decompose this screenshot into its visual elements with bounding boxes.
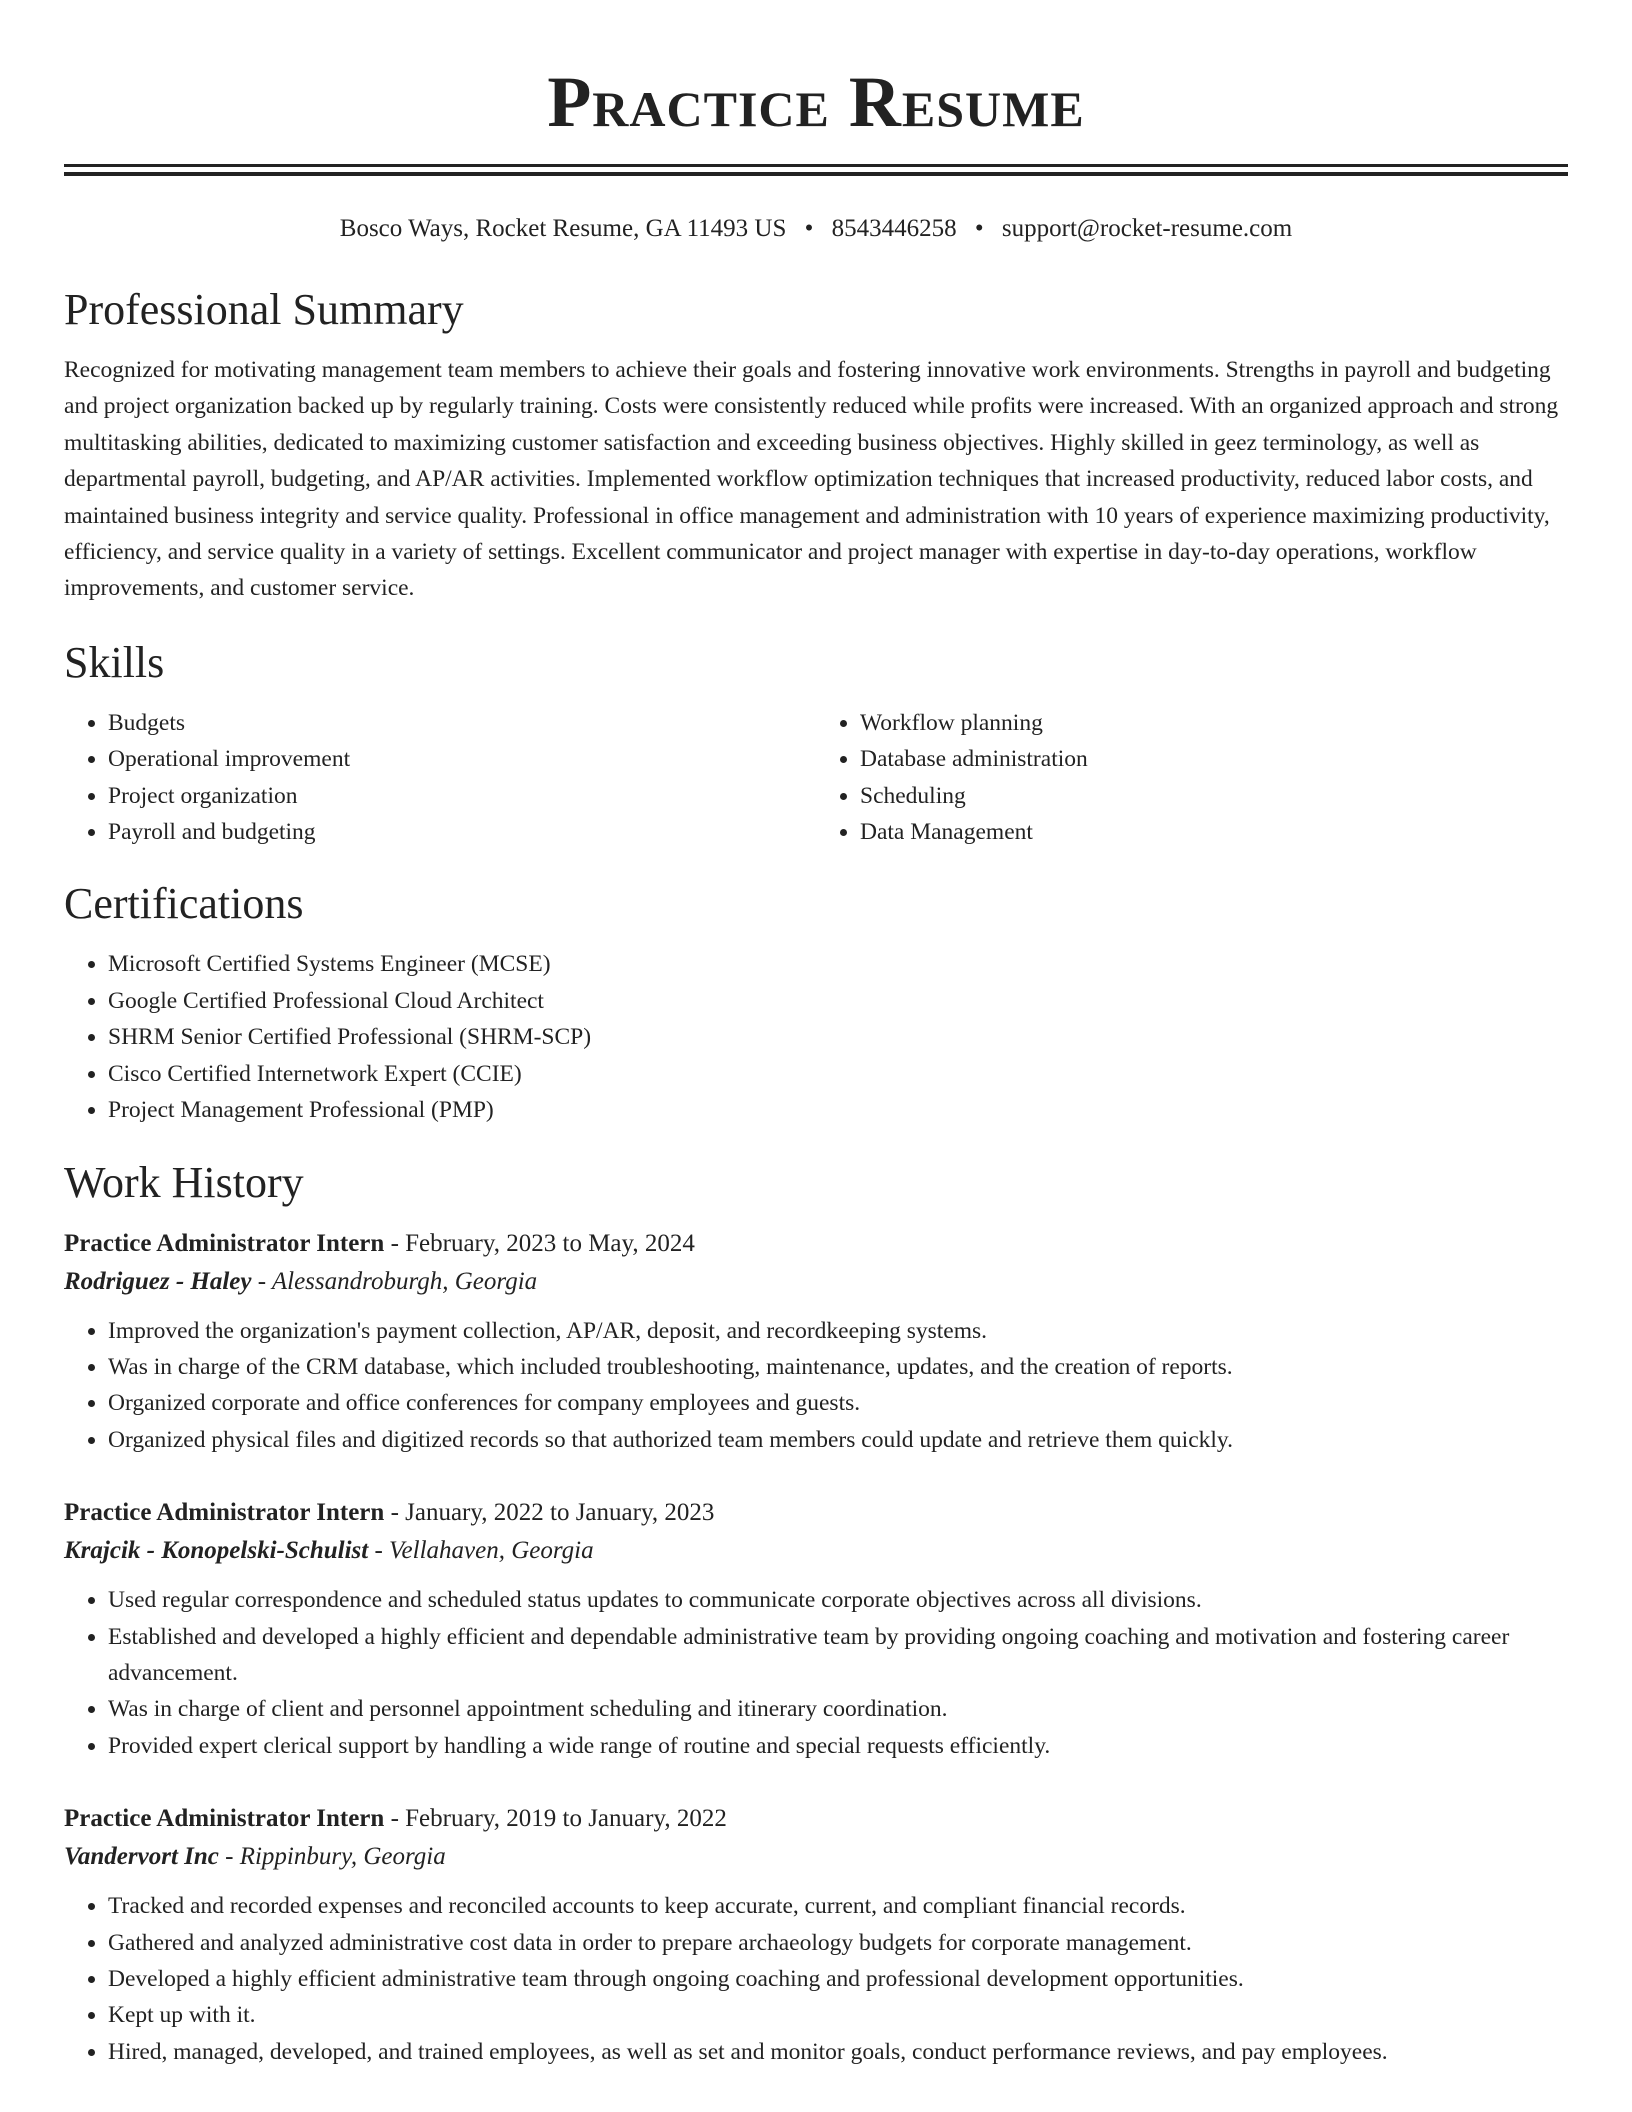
job-bullet: • Established and developed a highly efficient and dependable administrative team by providing ongoing coaching and motivation and fostering career advancement. (108, 1619, 1568, 1692)
job-entry (64, 1800, 1568, 2070)
certification-item: • SHRM Senior Certified Professional (SHRM-SCP) (108, 1019, 1568, 1055)
job-bullet: • Provided expert clerical support by handling a wide range of routine and special requests efficiently. (108, 1728, 1568, 1764)
job-title-line (64, 1494, 1568, 1532)
job-bullets (64, 1313, 1568, 1459)
contact-separator: • (804, 215, 814, 242)
job-bullet: • Organized corporate and office conferences for company employees and guests. (108, 1385, 1568, 1421)
skill-item: • Scheduling (860, 778, 1568, 814)
job-dates: - January, 2022 to January, 2023 (384, 1499, 715, 1527)
certification-item: • Google Certified Professional Cloud Architect (108, 983, 1568, 1019)
certifications-list (64, 946, 1568, 1128)
job-entry (64, 1494, 1568, 1764)
skills-section (64, 635, 1568, 851)
skills-grid (64, 705, 1568, 851)
certifications-heading: Certifications (64, 879, 304, 929)
job-location: - Alessandroburgh, Georgia (251, 1267, 538, 1295)
job-title-line (64, 1800, 1568, 1838)
job-role: Practice Administrator Intern (64, 1499, 385, 1527)
skill-item: • Database administration (860, 741, 1568, 777)
skill-item: • Budgets (108, 705, 816, 741)
skills-list-right (816, 705, 1568, 851)
job-bullet: • Improved the organization's payment collection, AP/AR, deposit, and recordkeeping systems. (108, 1313, 1568, 1349)
work-history-section (64, 1155, 1568, 2071)
job-company-line (64, 1263, 1568, 1301)
summary-heading: Professional Summary (64, 285, 464, 334)
skill-item: • Operational improvement (108, 741, 816, 777)
certification-item: • Cisco Certified Internetwork Expert (CCIE) (108, 1056, 1568, 1092)
job-dates: - February, 2023 to May, 2024 (384, 1229, 695, 1257)
job-location: - Rippinbury, Georgia (218, 1843, 446, 1871)
summary-section (64, 282, 1568, 607)
job-company: Rodriguez - Haley (64, 1267, 252, 1295)
resume-title: Practice Resume (547, 62, 1085, 142)
job-role: Practice Administrator Intern (64, 1229, 385, 1257)
job-bullet: • Tracked and recorded expenses and reconciled accounts to keep accurate, current, and compliant financial records. (108, 1888, 1568, 1924)
contact-address: Bosco Ways, Rocket Resume, GA 11493 US (339, 215, 787, 242)
contact-phone: 8543446258 (831, 215, 957, 242)
certifications-section (64, 876, 1568, 1128)
job-bullet: • Was in charge of the CRM database, which included troubleshooting, maintenance, updates, and the creation of reports. (108, 1349, 1568, 1385)
skills-heading: Skills (64, 637, 165, 687)
skill-item: • Project organization (108, 778, 816, 814)
summary-text: Recognized for motivating management team members to achieve their goals and fostering innovative work environments. Strengths in payroll and budgeting and project organization backed up by regularly training. Costs were consistently reduced while profits were increased. With an organized approach and strong multitasking abilities, dedicated to maximizing customer satisfaction and exceeding business objectives. Highly skilled in geez terminology, as well as departmental payroll, budgeting, and AP/AR activities. Implemented workflow optimization techniques that increased productivity, reduced labor costs, and maintained business integrity and service quality. Professional in office management and administration with 10 years of experience maximizing productivity, efficiency, and service quality in a variety of settings. Excellent communicator and project manager with expertise in day-to-day operations, workflow improvements, and customer service. (64, 357, 1559, 602)
certification-item: • Microsoft Certified Systems Engineer (MCSE) (108, 946, 1568, 982)
job-bullet: • Kept up with it. (108, 1997, 1568, 2033)
job-bullets (64, 1888, 1568, 2070)
contact-line (64, 212, 1568, 246)
job-bullet: • Was in charge of client and personnel appointment scheduling and itinerary coordination. (108, 1691, 1568, 1727)
skill-item: • Workflow planning (860, 705, 1568, 741)
certification-item: • Project Management Professional (PMP) (108, 1092, 1568, 1128)
job-entry (64, 1225, 1568, 1459)
job-company-line (64, 1532, 1568, 1570)
job-bullets (64, 1582, 1568, 1764)
job-company: Vandervort Inc (64, 1843, 219, 1871)
job-bullet: • Gathered and analyzed administrative cost data in order to prepare archaeology budgets for corporate management. (108, 1925, 1568, 1961)
job-location: - Vellahaven, Georgia (368, 1537, 594, 1565)
contact-email: support@rocket-resume.com (1001, 215, 1293, 242)
skill-item: • Data Management (860, 814, 1568, 850)
job-company-line (64, 1838, 1568, 1876)
job-bullet: • Hired, managed, developed, and trained employees, as well as set and monitor goals, conduct performance reviews, and pay employees. (108, 2034, 1568, 2070)
job-bullet: • Organized physical files and digitized records so that authorized team members could update and retrieve them quickly. (108, 1422, 1568, 1458)
contact-separator: • (974, 215, 984, 242)
skill-item: • Payroll and budgeting (108, 814, 816, 850)
title-divider (64, 164, 1568, 176)
job-role: Practice Administrator Intern (64, 1805, 385, 1833)
job-bullet: • Developed a highly efficient administrative team through ongoing coaching and professional development opportunities. (108, 1961, 1568, 1997)
job-dates: - February, 2019 to January, 2022 (384, 1805, 727, 1833)
work-history-heading: Work History (64, 1157, 304, 1207)
job-title-line (64, 1225, 1568, 1263)
skills-list-left (64, 705, 816, 851)
job-bullet: • Used regular correspondence and scheduled status updates to communicate corporate objectives across all divisions. (108, 1582, 1568, 1618)
job-company: Krajcik - Konopelski-Schulist (64, 1537, 369, 1565)
